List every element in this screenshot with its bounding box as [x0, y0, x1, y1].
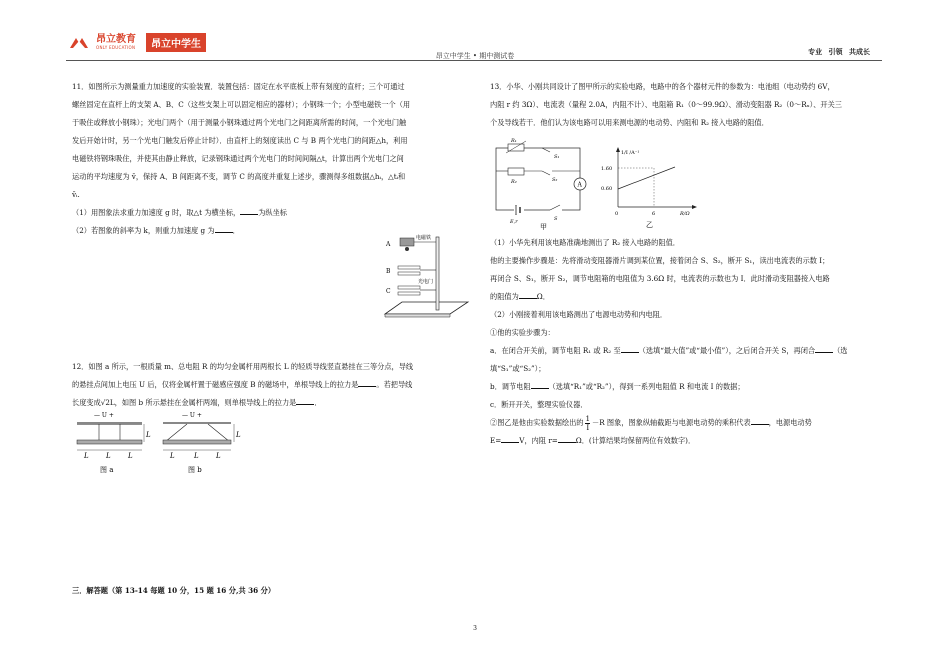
q13-p8: 填“S₁”或“S₂”）；	[490, 364, 546, 373]
q13-p4	[490, 288, 890, 306]
answer-blank	[501, 433, 519, 443]
q13-p12-b: V，内阻 r=	[519, 436, 558, 445]
section-3-heading: 三．解答题（第 13-14 每题 10 分，15 题 16 分,共 36 分）	[72, 586, 276, 595]
circuit-r2: R₂	[511, 179, 517, 185]
label-C: C	[386, 288, 391, 295]
q13-circuit-figure	[490, 138, 600, 230]
q13-p2: 他的主要操作步骤是：先将滑动变阻器滑片调到某位置，接着闭合 S、S₂，断开 S₁，读出电流表的示数 I；	[490, 256, 830, 265]
q13-p11	[490, 414, 890, 432]
fig-a-L-2: L	[106, 452, 111, 460]
brand-name: 昂立教育	[96, 34, 136, 45]
fig-a-caption: 图 a	[100, 466, 114, 474]
q13-line-1: 13．小华、小刚共同设计了图甲所示的实验电路，电路中的各个器材元件的参数为：电池组（电动势约 6V，	[490, 82, 835, 91]
right-column-top	[490, 78, 885, 132]
circuit-s: S	[554, 216, 558, 222]
fig-yi-caption: 乙	[646, 221, 653, 229]
q13-p4-b: Ω．	[536, 292, 550, 301]
fig-a-u-label: — U +	[94, 412, 114, 419]
q12-line-2-end: 。若把导线	[376, 380, 413, 389]
fig-a-L-3: L	[128, 452, 133, 460]
q12-line-3-text: 长度变成√2L，如图 b 所示悬挂在金属杆两端，则单根导线上的拉力是	[72, 398, 297, 407]
label-magnet: 电磁铁	[416, 235, 432, 241]
fig-jia-caption: 甲	[540, 223, 547, 230]
q12-line-1: 12．如图 a 所示，一根质量 m、总电阻 R 的均匀金属杆用两根长 L 的轻质导线竖直悬挂在三等分点，导线	[72, 362, 414, 371]
q11-line-3: 于吸住或释放小钢珠）；光电门两个（用于测量小钢珠通过两个光电门之间距离所需的时间，一个光电门触	[72, 118, 407, 127]
q11-apparatus-figure	[380, 232, 470, 327]
brand-mark-icon	[68, 36, 90, 50]
q11-line-2: 螺丝固定在直杆上的支架 A、B、C（这些支架上可以固定相应的器材）；小钢珠一个；小型电磁铁一个（用	[72, 100, 411, 109]
fraction-denominator: I	[586, 422, 590, 432]
fig-a-L-side: L	[146, 431, 151, 439]
answer-blank	[358, 377, 376, 387]
q13-graph-figure	[600, 145, 705, 230]
graph-y-unit: 1/I /A⁻¹	[621, 150, 640, 156]
q13-p1: （1）小华先利用该电路准确地测出了 R₂ 接入电路的阻值．	[490, 238, 680, 247]
q13-line-2: 内阻 r 约 3Ω）、电流表（量程 2.0A，内阻不计）、电阻箱 R₁（0～99.9Ω）、滑动变阻器 R₂（0～Rₓ）、开关三	[490, 100, 842, 109]
q13-p7	[490, 342, 890, 360]
q13-p12-c: Ω．(计算结果均保留两位有效数字)．	[575, 436, 696, 445]
fig-b-L-1: L	[170, 452, 175, 460]
q11-line-7: v̄ᵢ.	[72, 190, 80, 199]
q12-figure-b	[158, 410, 243, 478]
q13-p7-b: （选填“最大值”或“最小值”），之后闭合开关 S，再闭合	[638, 346, 816, 355]
q13-p6: ①他的实验步骤为：	[490, 328, 555, 337]
q11-sub2-text: （2）若图象的斜率为 k，则重力加速度 g 为	[72, 226, 215, 235]
q11-sub1-b: 为纵坐标	[258, 208, 287, 217]
q12-line-2-text: 的悬挂点间加上电压 U 后，仅将金属杆置于磁感应强度 B 的磁场中，单根导线上的拉力是	[72, 380, 359, 389]
label-A: A	[386, 241, 391, 248]
q11-sub1-a: （1）用图象法求重力加速度 g 时，取△t 为横坐标，	[72, 208, 241, 217]
q13-p9-b: （选填“R₁”或“R₂”），得到一系列电阻值 R 和电流 I 的数据；	[548, 382, 745, 391]
answer-blank	[531, 379, 549, 389]
brand-sub: ONLY EDUCATION	[96, 45, 136, 50]
fig-b-L-2: L	[194, 452, 199, 460]
q11-sub2: （2）若图象的斜率为 k，则重力加速度 g 为 ．	[72, 222, 467, 240]
graph-y2: 0.60	[601, 186, 613, 192]
q12-block	[72, 358, 467, 412]
slogan: 专业 引领 共成长	[808, 48, 870, 56]
fig-a-L-1: L	[84, 452, 89, 460]
q13-line-3: 个及导线若干．他们认为该电路可以用来测电源的电动势、内阻和 R₂ 接入电路的阻值．	[490, 118, 769, 127]
fig-b-L-side: L	[236, 431, 241, 439]
q13-p10: c．断开开关，整理实验仪器．	[490, 400, 588, 409]
graph-x1: 0	[615, 211, 619, 217]
q12-line-2	[72, 376, 467, 394]
answer-blank	[296, 395, 314, 405]
answer-blank	[621, 343, 639, 353]
circuit-er: E,r	[510, 219, 518, 225]
q12-line-3: 长度变成√2L，如图 b 所示悬挂在金属杆两端，则单根导线上的拉力是 ．	[72, 394, 467, 412]
graph-y1: 1.60	[601, 166, 613, 172]
fig-b-u-label: — U +	[182, 412, 202, 419]
brand-badge: 昂立中学生	[146, 33, 206, 52]
answer-blank	[519, 289, 537, 299]
q13-p12-a: E=	[490, 436, 502, 445]
fraction-numerator: 1	[585, 413, 591, 423]
label-B: B	[386, 268, 391, 275]
right-column-bottom	[490, 234, 890, 450]
q12-figure-a	[72, 410, 152, 478]
left-column	[72, 78, 467, 240]
q11-sub1	[72, 204, 467, 222]
q13-p3: 再闭合 S、S₁，断开 S₂，调节电阻箱的电阻值为 3.6Ω 时，电流表的示数也为 I．此时滑动变阻器接入电路	[490, 274, 830, 283]
answer-blank	[240, 205, 258, 215]
q13-p9	[490, 378, 890, 396]
circuit-r1: R₁	[511, 138, 517, 144]
q11-line-1: 11．如图所示为测量重力加速度的实验装置．装置包括：固定在水平底板上带有刻度的直杆；三个可通过	[72, 82, 405, 91]
circuit-s1: S₁	[554, 154, 560, 160]
fraction-1-over-I	[585, 415, 590, 432]
fig-b-caption: 图 b	[188, 466, 202, 474]
q13-p4-a: 的阻值为	[490, 292, 519, 301]
q11-line-6: 运动的平均速度为 v̄，保持 A、B 间距离不变，调节 C 的高度并重复上述步，骤测得多组数据△hᵢ，△tᵢ和	[72, 172, 406, 181]
q13-p12	[490, 432, 890, 450]
graph-x2: 6	[652, 211, 656, 217]
q13-p5: （2）小刚接着利用该电路测出了电源电动势和内电阻．	[490, 310, 668, 319]
answer-blank	[215, 223, 233, 233]
circuit-s2: S₂	[552, 177, 558, 183]
answer-blank	[558, 433, 576, 443]
q13-p11-a: ②图乙是他由实验数据绘出的	[490, 418, 584, 427]
page-number: 3	[473, 625, 477, 632]
q13-p7-c: （选	[833, 346, 848, 355]
circuit-ammeter: A	[577, 181, 582, 189]
q13-p9-a: b．调节电阻	[490, 382, 531, 391]
q13-p11-b: －R 图象，图象纵轴截距与电源电动势的乘积代表	[592, 418, 751, 427]
fig-b-L-3: L	[216, 452, 221, 460]
label-gate: 光电门	[418, 279, 434, 285]
answer-blank	[751, 415, 769, 425]
graph-x-unit: R/Ω	[680, 211, 690, 217]
q13-p11-c: ，电源电动势	[768, 418, 812, 427]
header-divider	[66, 60, 882, 61]
q11-line-4: 发后开始计时，另一个光电门触发后停止计时）．由直杆上的刻度读出 C 与 B 两个光电门的间距△h，利用	[72, 136, 408, 145]
page-header	[0, 0, 950, 60]
brand-logo	[68, 33, 206, 52]
paper-title: 昂立中学生 • 期中测试卷	[435, 52, 515, 60]
q13-p7-a: a．在闭合开关前，调节电阻 R₁ 或 R₂ 至	[490, 346, 621, 355]
q11-line-5: 电磁铁将钢珠吸住，并使其由静止释放，记录钢珠通过两个光电门的时间间隔△t，计算出两个光电门之间	[72, 154, 404, 163]
answer-blank	[815, 343, 833, 353]
